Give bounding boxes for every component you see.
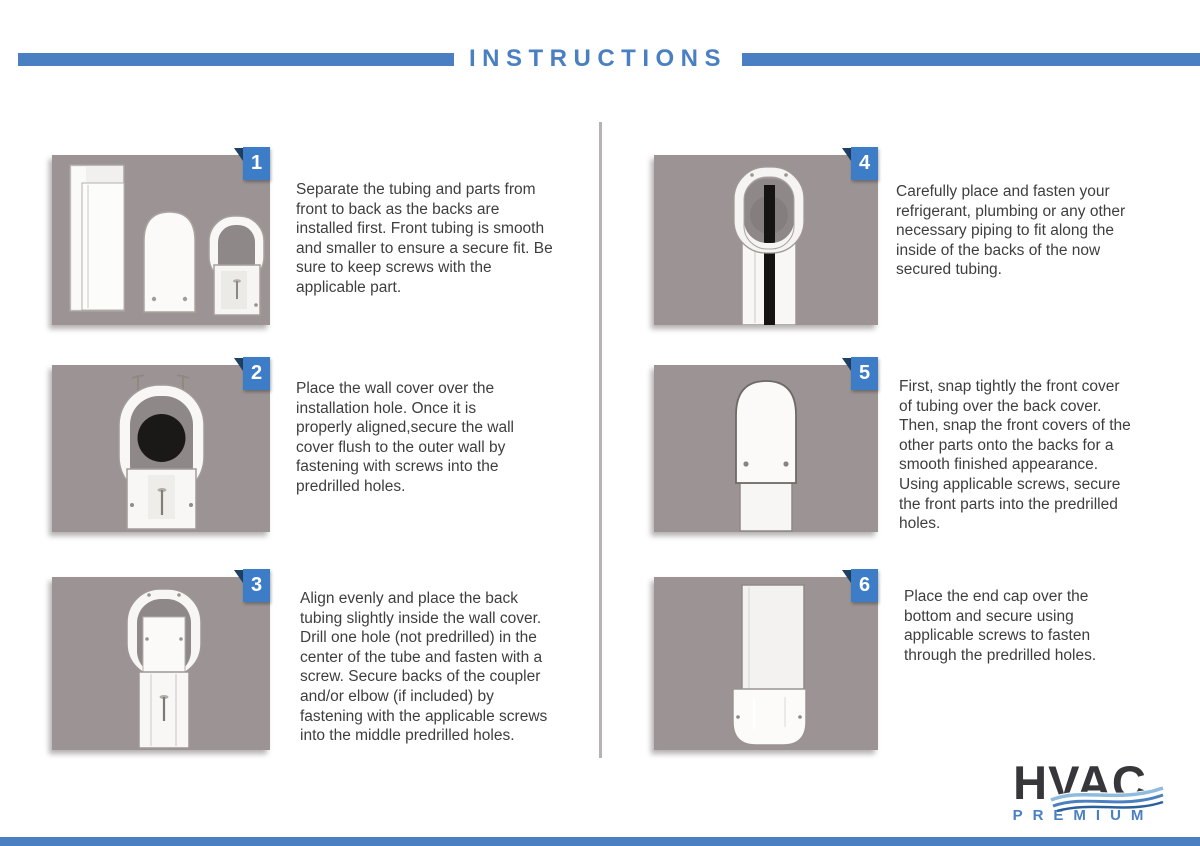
step-6-text: Place the end cap over the bottom and secure using applicable screws to fasten through the predrilled holes.: [904, 588, 1097, 664]
header: [18, 44, 1200, 74]
step-2-photo: [52, 365, 270, 532]
page-title: INSTRUCTIONS: [469, 45, 727, 72]
step-3-text: Align evenly and place the back tubing slightly inside the wall cover. Drill one hole (not predrilled) in the center of the tube and fasten with a screw. Secure backs of the coupler and/or elbow (if included) by fastening with the applicable screws into the middle predrilled holes.: [300, 590, 548, 745]
step-3-photo: [52, 577, 270, 750]
wall-cover-illustration: [52, 365, 270, 532]
header-rule-left: [18, 53, 454, 66]
piping-illustration: [654, 155, 878, 325]
step-4-text: Carefully place and fasten your refrigerant, plumbing or any other necessary piping to fit along the inside of the backs of the now secured tubing.: [896, 183, 1126, 279]
back-tubing-illustration: [52, 577, 270, 750]
front-cover-illustration: [654, 365, 878, 532]
logo-tagline: PREMIUM: [1012, 807, 1154, 824]
step-5-photo: [654, 365, 878, 532]
bottom-accent-bar: [0, 837, 1200, 846]
header-rule-right: [742, 53, 1200, 66]
step-6-number-badge: 6: [851, 569, 878, 602]
step-6-photo: [654, 577, 878, 750]
step-5-number-badge: 5: [851, 357, 878, 390]
step-1-text: Separate the tubing and parts from front to back as the backs are installed first. Front tubing is smooth and smaller to ensure a secure fit. Be sure to keep screws with the applicable part.: [296, 181, 553, 296]
column-divider: [599, 122, 602, 758]
step-5-text: First, snap tightly the front cover of tubing over the back cover. Then, snap the front covers of the other parts onto the backs for a smooth finished appearance. Using applicable screws, secure the front parts into the predrilled holes.: [899, 378, 1131, 533]
step-1-number-badge: 1: [243, 147, 270, 180]
end-cap-illustration: [654, 577, 878, 750]
logo-wordmark: HVAC: [1013, 756, 1147, 809]
step-3-number-badge: 3: [243, 569, 270, 602]
step-2-number-badge: 2: [243, 357, 270, 390]
brand-logo: [995, 756, 1165, 830]
separated-parts-illustration: [52, 155, 270, 325]
step-4-photo: [654, 155, 878, 325]
step-1-photo: [52, 155, 270, 325]
step-2-text: Place the wall cover over the installation hole. Once it is properly aligned,secure the wall cover flush to the outer wall by fastening with screws into the predrilled holes.: [296, 380, 514, 495]
step-4-number-badge: 4: [851, 147, 878, 180]
